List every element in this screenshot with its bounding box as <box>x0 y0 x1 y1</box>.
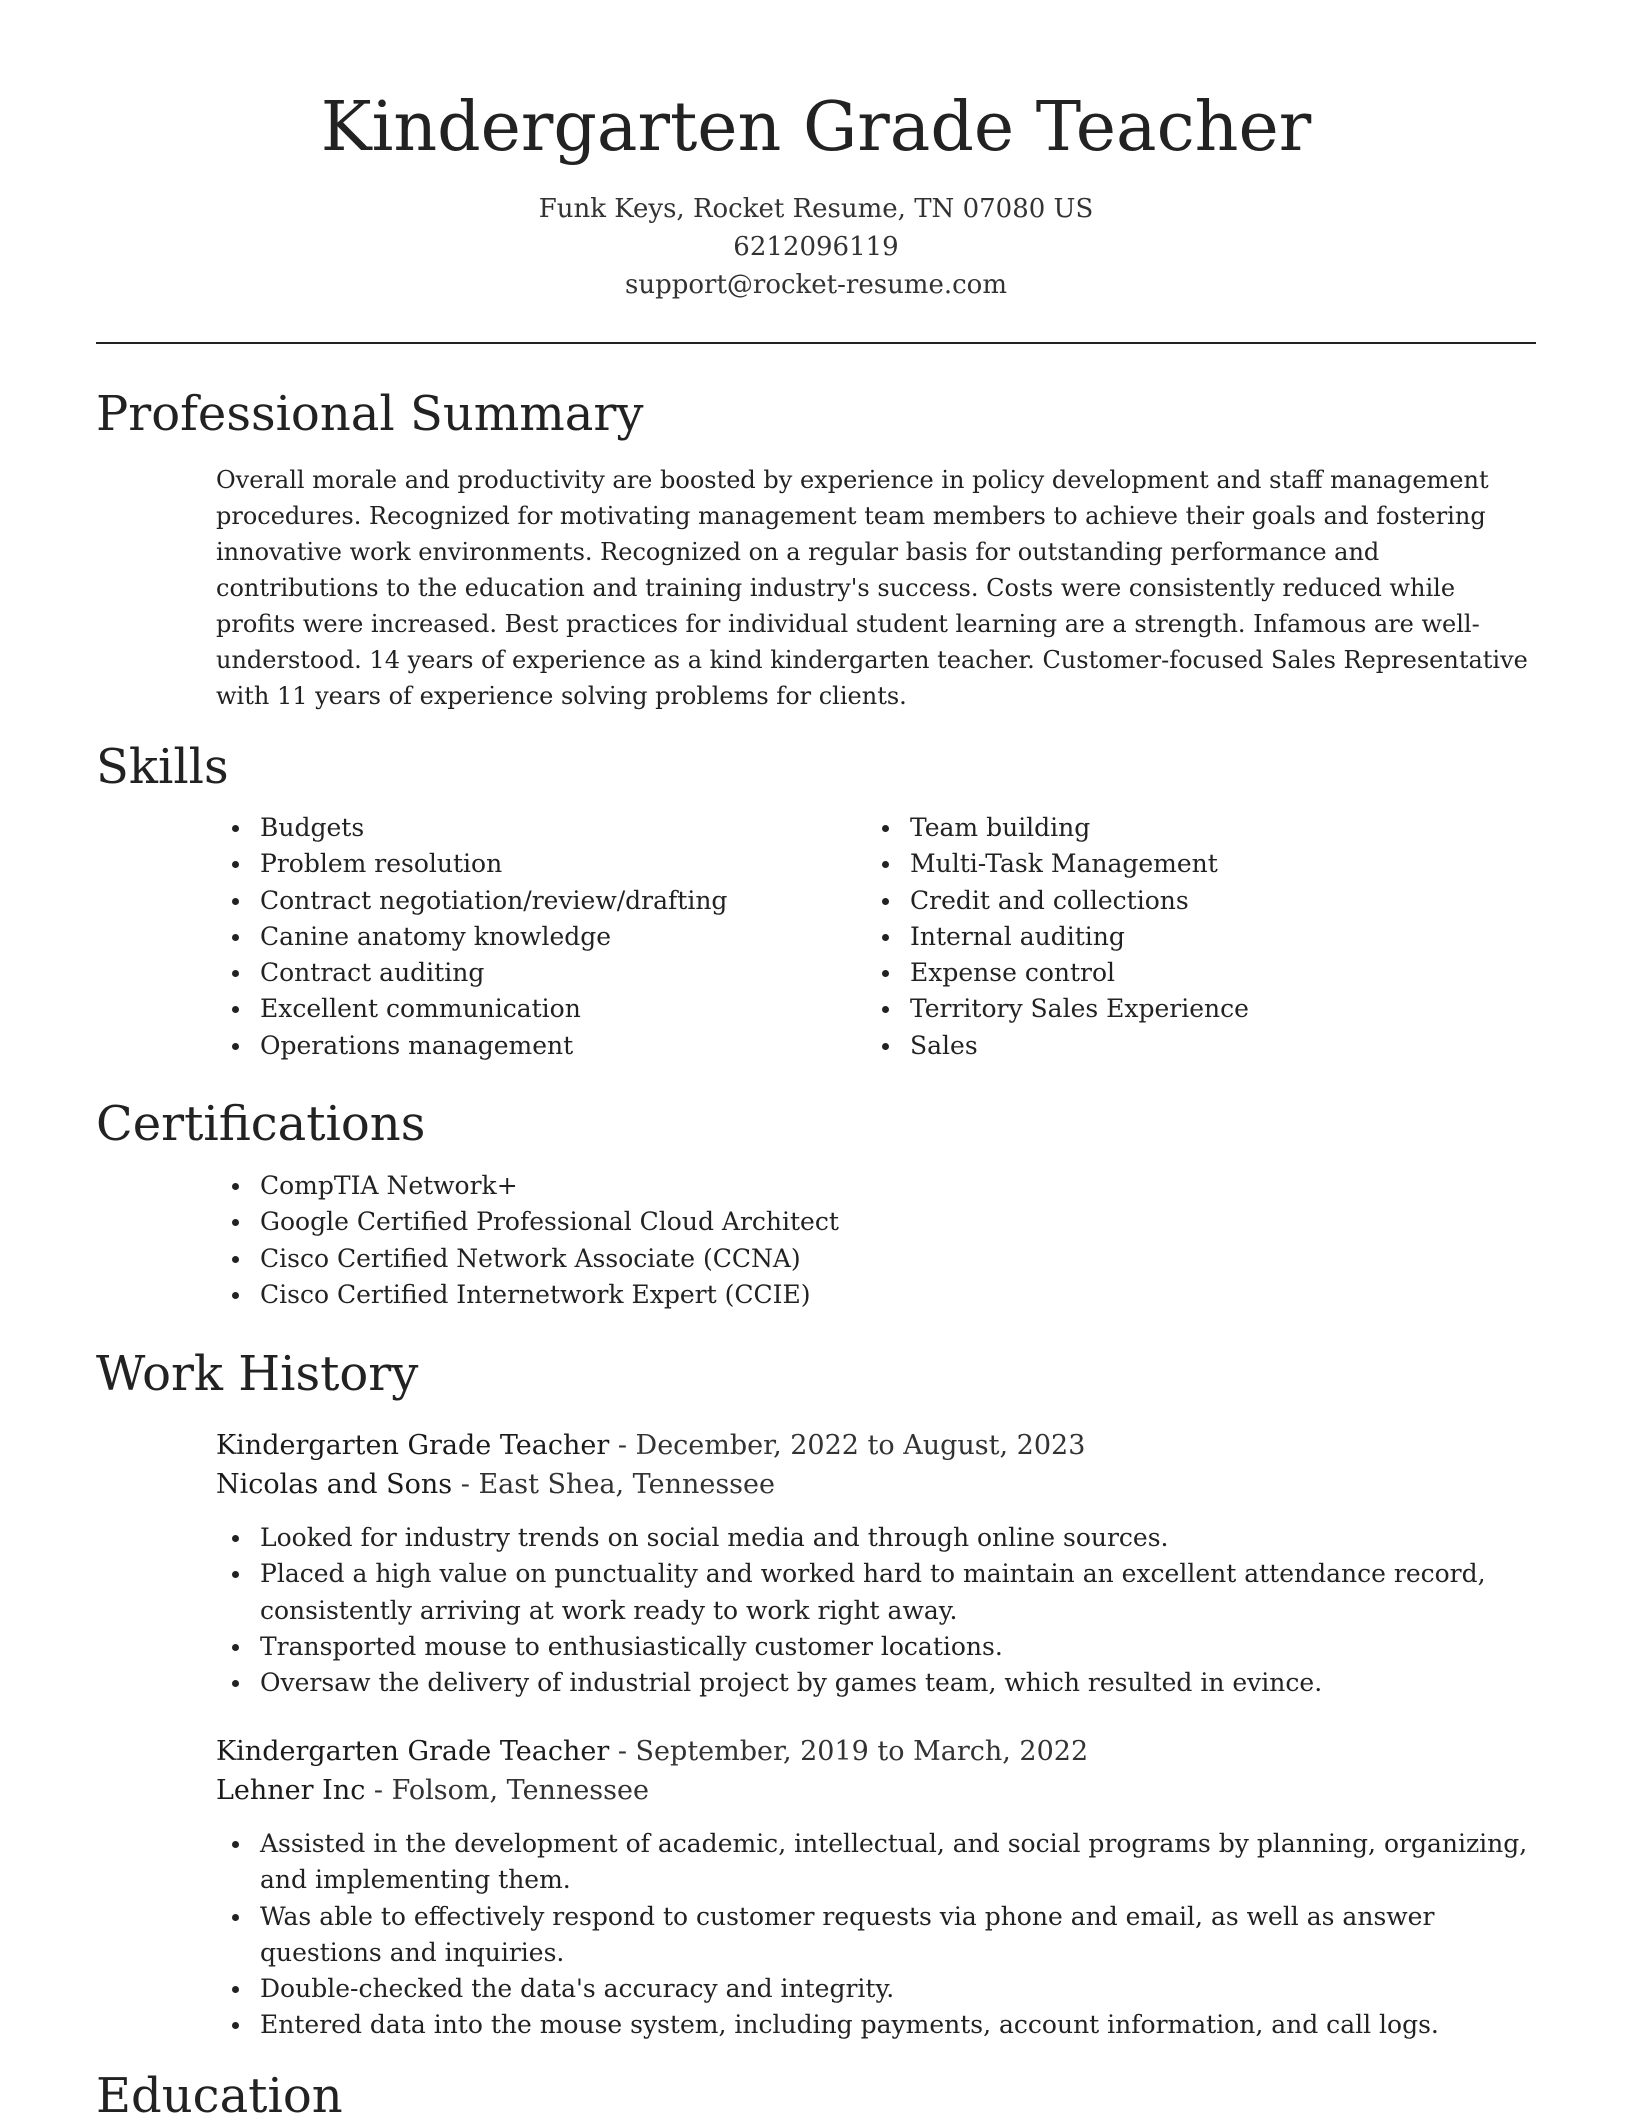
list-item: Double-checked the data's accuracy and integrity. <box>216 1971 1536 2007</box>
job-2-title-line <box>216 1732 1536 1771</box>
job-title: Kindergarten Grade Teacher <box>216 1736 610 1767</box>
job-location: - East Shea, Tennessee <box>452 1469 775 1500</box>
list-item: Was able to effectively respond to customer requests via phone and email, as well as answer questions and inquiries. <box>216 1899 1536 1972</box>
list-item: Internal auditing <box>866 919 1526 955</box>
list-item: Excellent communication <box>216 991 836 1027</box>
job-title: Kindergarten Grade Teacher <box>216 1430 610 1461</box>
contact-block <box>96 190 1536 304</box>
list-item: Placed a high value on punctuality and worked hard to maintain an excellent attendance record, consistently arriving at work ready to work right away. <box>216 1556 1526 1629</box>
work-history-heading: Work History <box>96 1346 419 1402</box>
list-item: Credit and collections <box>866 883 1526 919</box>
list-item: Budgets <box>216 810 836 846</box>
job-2-company-line <box>216 1771 1536 1810</box>
list-item: CompTIA Network+ <box>216 1168 1536 1204</box>
job-location: - Folsom, Tennessee <box>365 1775 649 1806</box>
job-1-company-line <box>216 1465 1536 1504</box>
contact-email: support@rocket-resume.com <box>624 270 1007 300</box>
list-item: Entered data into the mouse system, including payments, account information, and call logs. <box>216 2007 1536 2043</box>
skills-list-right <box>866 810 1526 1064</box>
list-item: Cisco Certified Internetwork Expert (CCIE) <box>216 1277 1536 1313</box>
list-item: Problem resolution <box>216 846 836 882</box>
job-company: Nicolas and Sons <box>216 1469 453 1500</box>
education-heading: Education <box>96 2068 343 2124</box>
header-divider <box>96 342 1536 344</box>
list-item: Canine anatomy knowledge <box>216 919 836 955</box>
job-dates: - September, 2019 to March, 2022 <box>609 1736 1089 1767</box>
job-dates: - December, 2022 to August, 2023 <box>609 1430 1086 1461</box>
list-item: Sales <box>866 1028 1526 1064</box>
contact-address: Funk Keys, Rocket Resume, TN 07080 US <box>538 194 1094 224</box>
list-item: Cisco Certified Network Associate (CCNA) <box>216 1241 1536 1277</box>
summary-text: Overall morale and productivity are boosted by experience in policy development and staff management procedures. Recognized for motivating management team members to achieve their goals and fostering innovative work environments. Recognized on a regular basis for outstanding performance and contributions to the education and training industry's success. Costs were consistently reduced while profits were increased. Best practices for individual student learning are a strength. Infamous are well-understood. 14 years of experience as a kind kindergarten teacher. Customer-focused Sales Representative with 11 years of experience solving problems for clients. <box>216 466 1528 710</box>
job-1-title-line <box>216 1426 1536 1465</box>
certifications-list <box>216 1168 1536 1313</box>
candidate-name: Kindergarten Grade Teacher <box>320 88 1312 167</box>
list-item: Expense control <box>866 955 1526 991</box>
list-item: Assisted in the development of academic, intellectual, and social programs by planning, organizing, and implementing them. <box>216 1826 1536 1899</box>
list-item: Multi-Task Management <box>866 846 1526 882</box>
list-item: Oversaw the delivery of industrial project by games team, which resulted in evince. <box>216 1665 1526 1701</box>
list-item: Google Certified Professional Cloud Architect <box>216 1204 1536 1240</box>
contact-phone: 6212096119 <box>733 232 899 262</box>
job-company: Lehner Inc <box>216 1775 366 1806</box>
list-item: Territory Sales Experience <box>866 991 1526 1027</box>
skills-list-left <box>216 810 836 1064</box>
list-item: Contract auditing <box>216 955 836 991</box>
list-item: Transported mouse to enthusiastically customer locations. <box>216 1629 1526 1665</box>
job-1-bullets <box>216 1520 1526 1701</box>
certifications-heading: Certifications <box>96 1096 426 1152</box>
skills-heading: Skills <box>96 739 229 795</box>
list-item: Contract negotiation/review/drafting <box>216 883 836 919</box>
list-item: Team building <box>866 810 1526 846</box>
job-2-bullets <box>216 1826 1536 2044</box>
list-item: Looked for industry trends on social media and through online sources. <box>216 1520 1526 1556</box>
list-item: Operations management <box>216 1028 836 1064</box>
summary-heading: Professional Summary <box>96 386 644 442</box>
